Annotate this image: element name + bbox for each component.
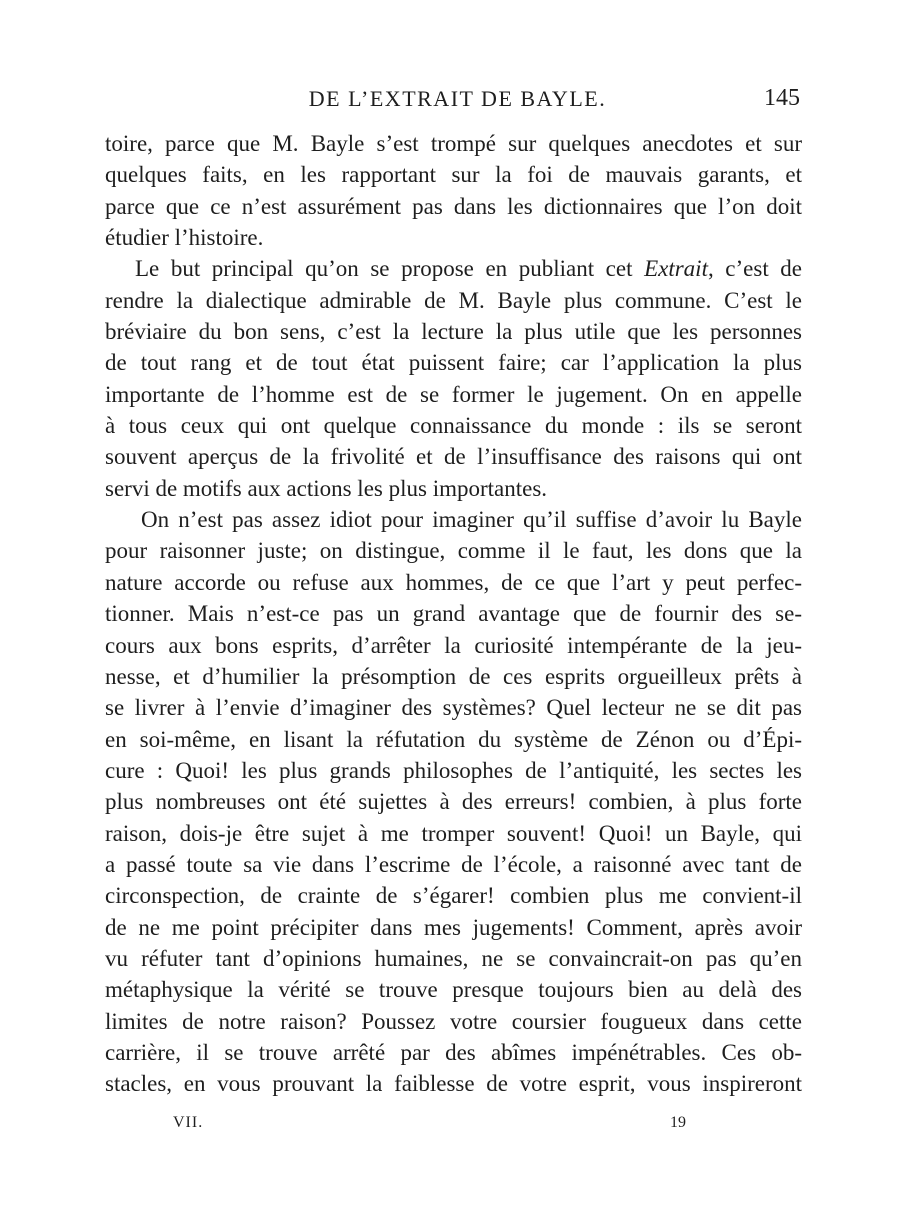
text-line: pour raisonner juste; on distingue, comme il le faut, les dons que la	[105, 538, 802, 564]
text-line: nature accorde ou refuse aux hommes, de ce que l’art y peut perfec-	[105, 569, 802, 595]
text-line: a passé toute sa vie dans l’escrime de l’école, a raisonné avec tant de	[105, 851, 802, 877]
text-line: raison, dois-je être sujet à me tromper souvent! Quoi! un Bayle, qui	[105, 820, 802, 846]
text-line: plus nombreuses ont été sujettes à des erreurs! combien, à plus forte	[105, 789, 802, 815]
text-line: rendre la dialectique admirable de M. Bayle plus commune. C’est le	[105, 287, 802, 313]
text-line-with-italic	[105, 253, 802, 284]
text-line: métaphysique la vérité se trouve presque toujours bien au delà des	[105, 977, 802, 1003]
page-number: 145	[764, 85, 800, 111]
text-line: bréviaire du bon sens, c’est la lecture la plus utile que les personnes	[105, 319, 802, 345]
text-fragment: Le but principal qu’on se propose en publiant cet	[135, 256, 645, 282]
text-line: vu réfuter tant d’opinions humaines, ne se convaincrait-on pas qu’en	[105, 945, 802, 971]
text-fragment: , c’est de	[707, 256, 802, 282]
text-line: en soi-même, en lisant la réfutation du système de Zénon ou d’Épi-	[105, 726, 802, 752]
text-line: circonspection, de crainte de s’égarer! combien plus me convient-il	[105, 883, 802, 909]
page-footer	[105, 1114, 802, 1138]
volume-mark: VII.	[173, 1114, 204, 1131]
text-line: se livrer à l’envie d’imaginer des systèmes? Quel lecteur ne se dit pas	[105, 695, 802, 721]
text-line: limites de notre raison? Poussez votre coursier fougueux dans cette	[105, 1008, 802, 1034]
signature-mark: 19	[670, 1114, 686, 1131]
text-line: à tous ceux qui ont quelque connaissance du monde : ils se seront	[105, 413, 802, 439]
text-line: tionner. Mais n’est-ce pas un grand avantage que de fournir des se-	[105, 601, 802, 627]
italic-word: Extrait	[644, 256, 708, 282]
text-line: importante de l’homme est de se former le jugement. On en appelle	[105, 381, 802, 407]
text-line: servi de motifs aux actions les plus importantes.	[105, 475, 548, 501]
running-title: DE L’EXTRAIT DE BAYLE.	[308, 86, 607, 111]
text-line: de ne me point précipiter dans mes jugements! Comment, après avoir	[105, 914, 802, 940]
text-line: souvent aperçus de la frivolité et de l’insuffisance des raisons qui ont	[105, 444, 802, 470]
text-line: étudier l’histoire.	[105, 225, 264, 251]
text-line: parce que ce n’est assurément pas dans les dictionnaires que l’on doit	[105, 193, 802, 219]
running-head	[105, 82, 800, 122]
body-text	[105, 128, 802, 1100]
text-line: cure : Quoi! les plus grands philosophes de l’antiquité, les sectes les	[105, 757, 802, 783]
text-line: toire, parce que M. Bayle s’est trompé sur quelques anecdotes et sur	[105, 131, 802, 156]
text-line: de tout rang et de tout état puissent faire; car l’application la plus	[105, 350, 802, 376]
text-line: nesse, et d’humilier la présomption de ces esprits orgueilleux prêts à	[105, 663, 802, 689]
text-line: quelques faits, en les rapportant sur la foi de mauvais garants, et	[105, 162, 802, 188]
text-line: On n’est pas assez idiot pour imaginer qu’il suffise d’avoir lu Bayle	[141, 507, 802, 533]
text-line: carrière, il se trouve arrêté par des abîmes impénétrables. Ces ob-	[105, 1039, 802, 1065]
text-line: stacles, en vous prouvant la faiblesse de votre esprit, vous inspireront	[105, 1071, 802, 1097]
text-line: cours aux bons esprits, d’arrêter la curiosité intempérante de la jeu-	[105, 632, 802, 658]
